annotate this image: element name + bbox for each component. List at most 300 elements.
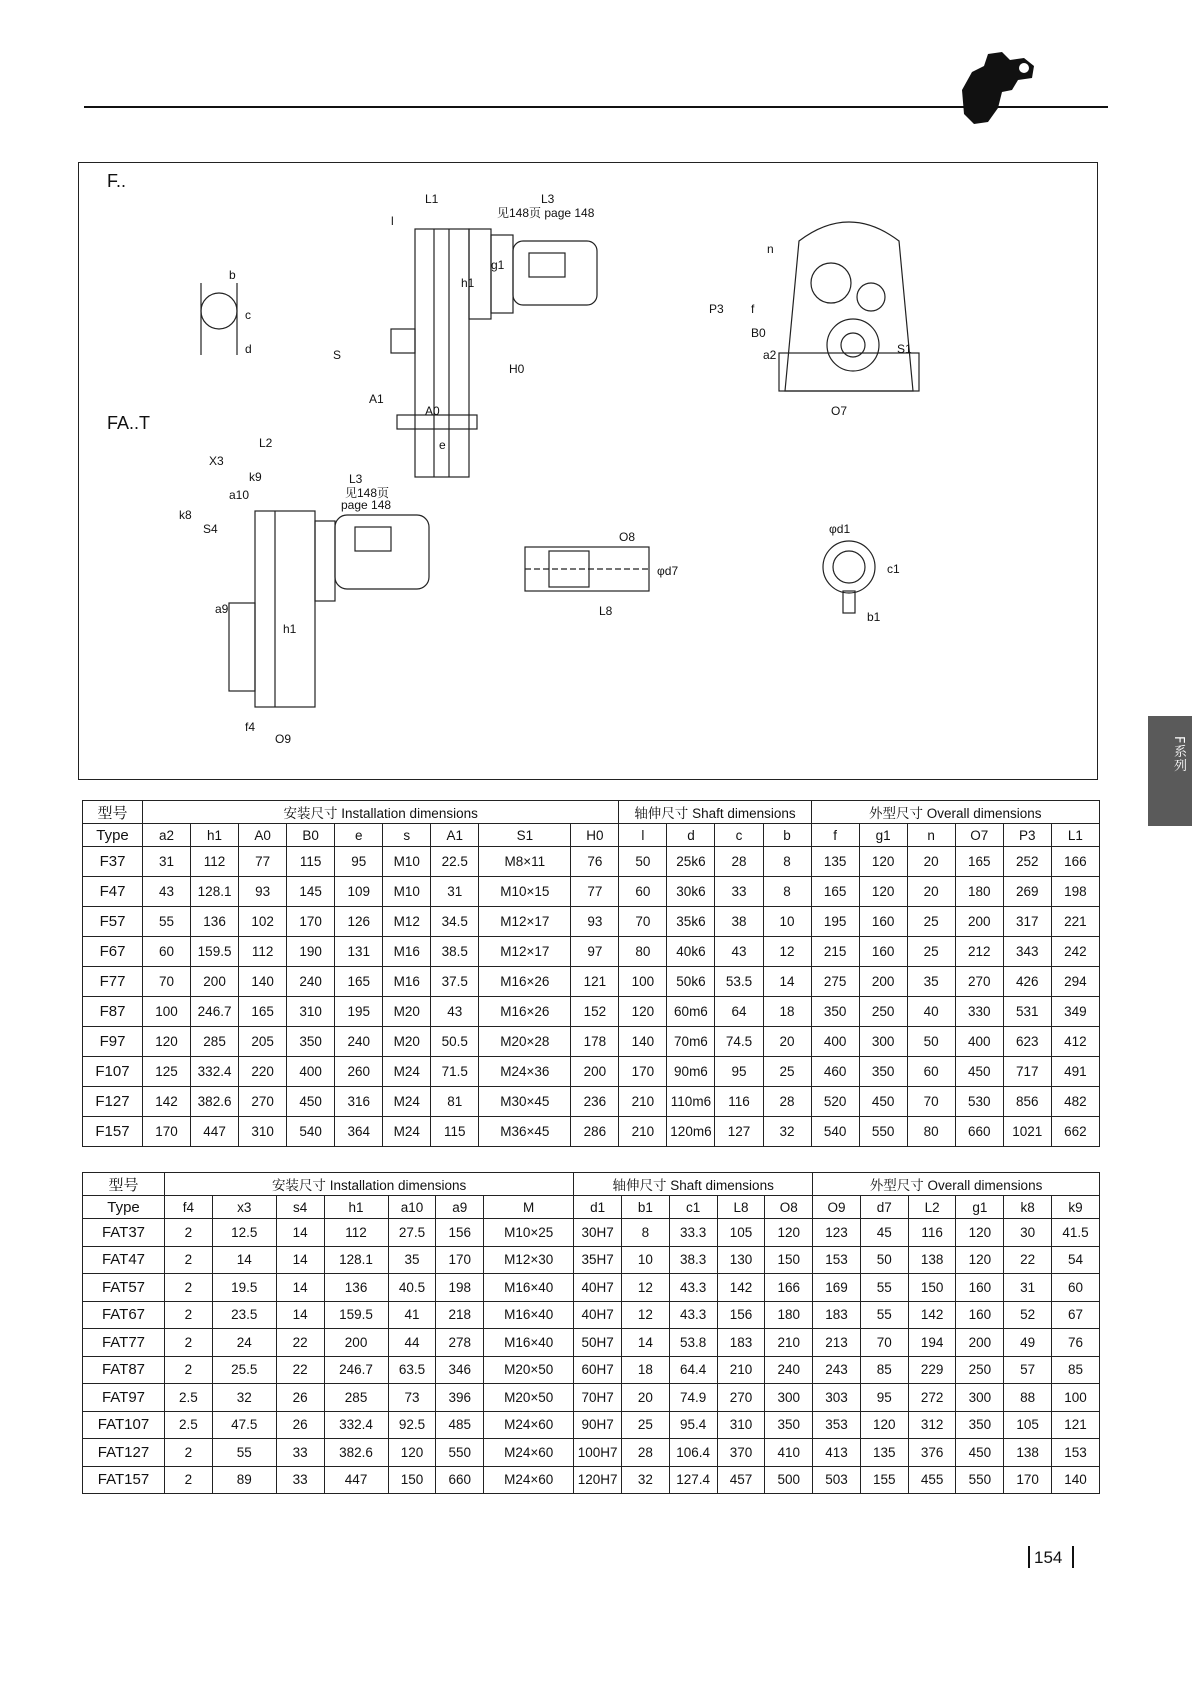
value-cell: 531 [1003, 997, 1051, 1027]
table-row [83, 1439, 1100, 1467]
value-cell: 34.5 [431, 907, 479, 937]
value-cell: 353 [813, 1411, 861, 1439]
column-header: P3 [1003, 824, 1051, 847]
value-cell: 491 [1051, 1057, 1099, 1087]
label-S1: S1 [897, 342, 912, 356]
value-cell: 310 [239, 1117, 287, 1147]
value-cell: 127.4 [669, 1466, 717, 1494]
value-cell: 210 [619, 1087, 667, 1117]
column-header: b1 [622, 1196, 670, 1219]
f-gearbox-end-view [779, 222, 919, 391]
value-cell: M12×17 [479, 907, 571, 937]
value-cell: 88 [1004, 1384, 1052, 1412]
label-S: S [333, 348, 342, 362]
table-row [83, 1274, 1100, 1302]
value-cell: 229 [908, 1356, 956, 1384]
column-header: d [667, 824, 715, 847]
f-series-dimension-table [82, 800, 1100, 1147]
value-cell: 100 [1052, 1384, 1100, 1412]
value-cell: 400 [811, 1027, 859, 1057]
value-cell: M24×60 [484, 1411, 574, 1439]
label-page-ref: 见148页 page 148 [497, 206, 595, 220]
value-cell: 120 [956, 1219, 1004, 1247]
value-cell: 1021 [1003, 1117, 1051, 1147]
page-number: 154 [1034, 1548, 1063, 1567]
value-cell: 43 [715, 937, 763, 967]
value-cell: 376 [908, 1439, 956, 1467]
value-cell: M20×50 [484, 1384, 574, 1412]
value-cell: 85 [860, 1356, 908, 1384]
value-cell: 67 [1052, 1301, 1100, 1329]
value-cell: 350 [811, 997, 859, 1027]
value-cell: 106.4 [669, 1439, 717, 1467]
value-cell: 170 [436, 1246, 484, 1274]
value-cell: 660 [955, 1117, 1003, 1147]
value-cell: 252 [1003, 847, 1051, 877]
value-cell: 55 [860, 1301, 908, 1329]
label-k8: k8 [179, 508, 192, 522]
value-cell: 73 [388, 1384, 436, 1412]
value-cell: 120 [859, 877, 907, 907]
value-cell: 26 [276, 1411, 324, 1439]
value-cell: M24 [383, 1087, 431, 1117]
value-cell: M10×25 [484, 1219, 574, 1247]
value-cell: 210 [619, 1117, 667, 1147]
table-row [83, 1057, 1100, 1087]
type-cell: FAT57 [83, 1274, 165, 1302]
value-cell: 128.1 [324, 1246, 388, 1274]
label-g1: g1 [491, 258, 505, 272]
label-L8: L8 [599, 604, 613, 618]
value-cell: 856 [1003, 1087, 1051, 1117]
value-cell: 160 [859, 937, 907, 967]
value-cell: 400 [955, 1027, 1003, 1057]
value-cell: 20 [622, 1384, 670, 1412]
type-cell: FAT127 [83, 1439, 165, 1467]
value-cell: 138 [1004, 1439, 1052, 1467]
value-cell: 540 [287, 1117, 335, 1147]
value-cell: 285 [191, 1027, 239, 1057]
value-cell: 300 [956, 1384, 1004, 1412]
column-header: L1 [1051, 824, 1099, 847]
value-cell: 2.5 [165, 1384, 213, 1412]
value-cell: 120m6 [667, 1117, 715, 1147]
value-cell: 105 [717, 1219, 765, 1247]
value-cell: 37.5 [431, 967, 479, 997]
column-header: H0 [571, 824, 619, 847]
value-cell: 300 [765, 1384, 813, 1412]
value-cell: 30k6 [667, 877, 715, 907]
value-cell: 210 [717, 1356, 765, 1384]
value-cell: 500 [765, 1466, 813, 1494]
value-cell: 25 [907, 937, 955, 967]
value-cell: 14 [622, 1329, 670, 1357]
type-cell: FAT67 [83, 1301, 165, 1329]
value-cell: 349 [1051, 997, 1099, 1027]
value-cell: 310 [287, 997, 335, 1027]
value-cell: 350 [765, 1411, 813, 1439]
value-cell: 166 [765, 1274, 813, 1302]
value-cell: 120 [860, 1411, 908, 1439]
value-cell: 20 [907, 847, 955, 877]
value-cell: 332.4 [324, 1411, 388, 1439]
value-cell: 210 [765, 1329, 813, 1357]
value-cell: 457 [717, 1466, 765, 1494]
value-cell: 28 [622, 1439, 670, 1467]
value-cell: 25 [907, 907, 955, 937]
label-k9: k9 [249, 470, 262, 484]
value-cell: 109 [335, 877, 383, 907]
type-cell: F77 [83, 967, 143, 997]
value-cell: M20×50 [484, 1356, 574, 1384]
value-cell: 142 [908, 1301, 956, 1329]
value-cell: 2 [165, 1219, 213, 1247]
value-cell: 2 [165, 1274, 213, 1302]
value-cell: 153 [813, 1246, 861, 1274]
value-cell: M24×60 [484, 1466, 574, 1494]
value-cell: 10 [763, 907, 811, 937]
value-cell: 140 [239, 967, 287, 997]
label-f: f [751, 302, 755, 316]
column-header: g1 [956, 1196, 1004, 1219]
install-group-header: 安装尺寸 Installation dimensions [165, 1173, 574, 1196]
type-cell: F157 [83, 1117, 143, 1147]
value-cell: 126 [335, 907, 383, 937]
value-cell: 285 [324, 1384, 388, 1412]
value-cell: 272 [908, 1384, 956, 1412]
value-cell: 156 [717, 1301, 765, 1329]
value-cell: 243 [813, 1356, 861, 1384]
install-group-header: 安装尺寸 Installation dimensions [143, 801, 619, 824]
type-header-en: Type [83, 824, 143, 847]
column-header: M [484, 1196, 574, 1219]
value-cell: 70H7 [574, 1384, 622, 1412]
column-header: L8 [717, 1196, 765, 1219]
value-cell: 150 [765, 1246, 813, 1274]
value-cell: 455 [908, 1466, 956, 1494]
value-cell: 303 [813, 1384, 861, 1412]
value-cell: 180 [955, 877, 1003, 907]
table-row [83, 1246, 1100, 1274]
type-cell: F87 [83, 997, 143, 1027]
shaft-section-view [823, 541, 875, 613]
value-cell: M16 [383, 967, 431, 997]
value-cell: 41.5 [1052, 1219, 1100, 1247]
value-cell: M24 [383, 1117, 431, 1147]
value-cell: 160 [956, 1301, 1004, 1329]
value-cell: 165 [335, 967, 383, 997]
label-L3-fat: L3 [349, 472, 363, 486]
value-cell: 24 [212, 1329, 276, 1357]
value-cell: 28 [715, 847, 763, 877]
value-cell: 8 [622, 1219, 670, 1247]
value-cell: 270 [239, 1087, 287, 1117]
label-d1: φd1 [829, 522, 851, 536]
value-cell: 170 [287, 907, 335, 937]
value-cell: 38.5 [431, 937, 479, 967]
value-cell: 250 [956, 1356, 1004, 1384]
label-A0: A0 [425, 404, 440, 418]
column-header: g1 [859, 824, 907, 847]
value-cell: 35 [907, 967, 955, 997]
value-cell: 43.3 [669, 1274, 717, 1302]
value-cell: 350 [956, 1411, 1004, 1439]
value-cell: 14 [276, 1301, 324, 1329]
value-cell: 717 [1003, 1057, 1051, 1087]
column-header: h1 [191, 824, 239, 847]
value-cell: 115 [431, 1117, 479, 1147]
value-cell: 550 [436, 1439, 484, 1467]
value-cell: 76 [571, 847, 619, 877]
column-header: k8 [1004, 1196, 1052, 1219]
table-row [83, 1087, 1100, 1117]
value-cell: 623 [1003, 1027, 1051, 1057]
value-cell: M24×60 [484, 1439, 574, 1467]
type-cell: FAT37 [83, 1219, 165, 1247]
type-cell: FAT77 [83, 1329, 165, 1357]
label-P3: P3 [709, 302, 724, 316]
value-cell: 77 [239, 847, 287, 877]
value-cell: 165 [811, 877, 859, 907]
table-row [83, 907, 1100, 937]
fat-series-dimension-table [82, 1172, 1100, 1494]
value-cell: 530 [955, 1087, 1003, 1117]
value-cell: 550 [859, 1117, 907, 1147]
value-cell: 85 [1052, 1356, 1100, 1384]
value-cell: M20 [383, 1027, 431, 1057]
value-cell: 38 [715, 907, 763, 937]
value-cell: 30 [1004, 1219, 1052, 1247]
value-cell: 450 [287, 1087, 335, 1117]
type-cell: FAT97 [83, 1384, 165, 1412]
value-cell: 25 [622, 1411, 670, 1439]
column-header: l [619, 824, 667, 847]
value-cell: 93 [571, 907, 619, 937]
value-cell: 447 [191, 1117, 239, 1147]
value-cell: 35H7 [574, 1246, 622, 1274]
type-cell: F127 [83, 1087, 143, 1117]
value-cell: 70 [860, 1329, 908, 1357]
table-row [83, 1027, 1100, 1057]
column-header: k9 [1052, 1196, 1100, 1219]
value-cell: 2.5 [165, 1411, 213, 1439]
value-cell: 660 [436, 1466, 484, 1494]
value-cell: 269 [1003, 877, 1051, 907]
column-header: A0 [239, 824, 287, 847]
value-cell: 12 [622, 1301, 670, 1329]
value-cell: 115 [287, 847, 335, 877]
value-cell: 218 [436, 1301, 484, 1329]
label-c1: c1 [887, 562, 900, 576]
technical-drawing [78, 162, 1098, 780]
column-header: h1 [324, 1196, 388, 1219]
value-cell: 195 [335, 997, 383, 1027]
value-cell: 43.3 [669, 1301, 717, 1329]
value-cell: 2 [165, 1439, 213, 1467]
value-cell: M16×40 [484, 1274, 574, 1302]
value-cell: 200 [191, 967, 239, 997]
value-cell: 43 [143, 877, 191, 907]
value-cell: 80 [907, 1117, 955, 1147]
value-cell: 215 [811, 937, 859, 967]
type-header-en: Type [83, 1196, 165, 1219]
label-d7: φd7 [657, 564, 679, 578]
value-cell: 33 [715, 877, 763, 907]
value-cell: 40k6 [667, 937, 715, 967]
value-cell: 33 [276, 1466, 324, 1494]
type-cell: F47 [83, 877, 143, 907]
label-O9: O9 [275, 732, 292, 746]
value-cell: 14 [276, 1219, 324, 1247]
value-cell: 120 [765, 1219, 813, 1247]
label-a10: a10 [229, 488, 250, 502]
side-tab-label: F系列 [1171, 736, 1186, 773]
column-header: n [907, 824, 955, 847]
column-header: x3 [212, 1196, 276, 1219]
label-f4: f4 [245, 720, 256, 734]
f-title: F.. [107, 171, 127, 191]
table-row [83, 1411, 1100, 1439]
value-cell: 127 [715, 1117, 763, 1147]
value-cell: 90m6 [667, 1057, 715, 1087]
value-cell: 131 [335, 937, 383, 967]
value-cell: 120 [956, 1246, 1004, 1274]
label-L1: L1 [425, 192, 439, 206]
value-cell: 50 [860, 1246, 908, 1274]
column-header: L2 [908, 1196, 956, 1219]
value-cell: 213 [813, 1329, 861, 1357]
table-row [83, 1117, 1100, 1147]
value-cell: 52 [1004, 1301, 1052, 1329]
value-cell: 20 [763, 1027, 811, 1057]
column-header: c [715, 824, 763, 847]
value-cell: 112 [239, 937, 287, 967]
value-cell: 159.5 [191, 937, 239, 967]
value-cell: 14 [763, 967, 811, 997]
column-header: f [811, 824, 859, 847]
value-cell: 44 [388, 1329, 436, 1357]
label-X3: X3 [209, 454, 224, 468]
value-cell: 312 [908, 1411, 956, 1439]
label-O7: O7 [831, 404, 848, 418]
value-cell: 170 [1004, 1466, 1052, 1494]
value-cell: 2 [165, 1466, 213, 1494]
value-cell: 95 [335, 847, 383, 877]
value-cell: 32 [622, 1466, 670, 1494]
value-cell: 240 [287, 967, 335, 997]
value-cell: 8 [763, 877, 811, 907]
column-header: O8 [765, 1196, 813, 1219]
value-cell: 364 [335, 1117, 383, 1147]
value-cell: 142 [143, 1087, 191, 1117]
column-header: O9 [813, 1196, 861, 1219]
value-cell: 100H7 [574, 1439, 622, 1467]
value-cell: 332.4 [191, 1057, 239, 1087]
value-cell: 540 [811, 1117, 859, 1147]
column-header: A1 [431, 824, 479, 847]
value-cell: 140 [619, 1027, 667, 1057]
label-n: n [767, 242, 774, 256]
value-cell: 116 [908, 1219, 956, 1247]
value-cell: 346 [436, 1356, 484, 1384]
value-cell: 2 [165, 1356, 213, 1384]
label-S4: S4 [203, 522, 218, 536]
value-cell: 136 [191, 907, 239, 937]
value-cell: 250 [859, 997, 907, 1027]
value-cell: 205 [239, 1027, 287, 1057]
value-cell: 19.5 [212, 1274, 276, 1302]
value-cell: 2 [165, 1329, 213, 1357]
value-cell: 350 [287, 1027, 335, 1057]
value-cell: 23.5 [212, 1301, 276, 1329]
brand-logo-icon [958, 50, 1038, 126]
value-cell: 49 [1004, 1329, 1052, 1357]
value-cell: 80 [619, 937, 667, 967]
value-cell: 112 [191, 847, 239, 877]
column-header: e [335, 824, 383, 847]
label-a9: a9 [215, 602, 229, 616]
table-row [83, 997, 1100, 1027]
value-cell: M36×45 [479, 1117, 571, 1147]
value-cell: M24×36 [479, 1057, 571, 1087]
value-cell: 198 [436, 1274, 484, 1302]
hollow-shaft-view [525, 547, 649, 591]
label-page-ref-cn: 见148页 [345, 486, 390, 500]
value-cell: 64 [715, 997, 763, 1027]
value-cell: 55 [143, 907, 191, 937]
value-cell: 120 [619, 997, 667, 1027]
value-cell: 60m6 [667, 997, 715, 1027]
value-cell: 121 [1052, 1411, 1100, 1439]
table-row [83, 877, 1100, 907]
label-H0: H0 [509, 362, 525, 376]
value-cell: 102 [239, 907, 287, 937]
value-cell: 70 [143, 967, 191, 997]
value-cell: 112 [324, 1219, 388, 1247]
value-cell: 95 [715, 1057, 763, 1087]
value-cell: 180 [765, 1301, 813, 1329]
label-b: b [229, 268, 236, 282]
value-cell: 140 [1052, 1466, 1100, 1494]
value-cell: 300 [859, 1027, 907, 1057]
table-row [83, 847, 1100, 877]
value-cell: 8 [763, 847, 811, 877]
value-cell: 156 [436, 1219, 484, 1247]
value-cell: 450 [859, 1087, 907, 1117]
value-cell: 92.5 [388, 1411, 436, 1439]
overall-group-header: 外型尺寸 Overall dimensions [813, 1173, 1100, 1196]
value-cell: 120 [143, 1027, 191, 1057]
value-cell: M20 [383, 997, 431, 1027]
key-detail-view [201, 283, 237, 355]
column-header: B0 [287, 824, 335, 847]
value-cell: 310 [717, 1411, 765, 1439]
value-cell: 150 [908, 1274, 956, 1302]
value-cell: 60 [907, 1057, 955, 1087]
value-cell: 22.5 [431, 847, 479, 877]
column-header: S1 [479, 824, 571, 847]
value-cell: 53.8 [669, 1329, 717, 1357]
value-cell: 50H7 [574, 1329, 622, 1357]
label-L2: L2 [259, 436, 273, 450]
value-cell: 100 [143, 997, 191, 1027]
value-cell: 25.5 [212, 1356, 276, 1384]
value-cell: 105 [1004, 1411, 1052, 1439]
type-cell: F67 [83, 937, 143, 967]
value-cell: 246.7 [324, 1356, 388, 1384]
value-cell: 396 [436, 1384, 484, 1412]
type-cell: FAT157 [83, 1466, 165, 1494]
